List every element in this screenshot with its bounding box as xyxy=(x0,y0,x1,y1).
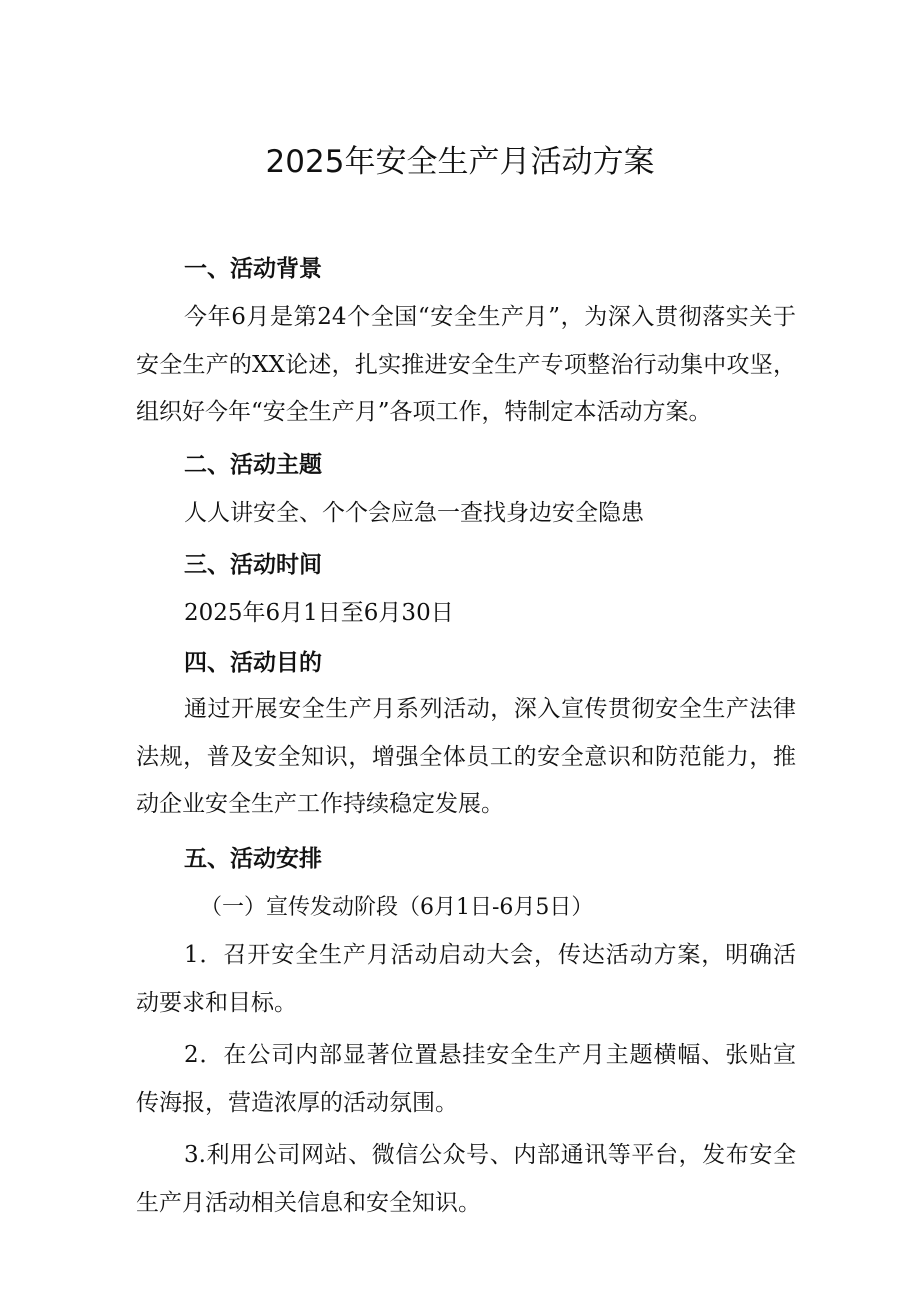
section-body-theme: 人人讲安全、个个会应急一查找身边安全隐患 xyxy=(184,500,644,526)
section-heading-time: 三、活动时间 xyxy=(184,552,322,578)
list-item: 1．召开安全生产月活动启动大会，传达活动方案，明确活动要求和目标。 xyxy=(136,942,796,1016)
section-heading-arrangement: 五、活动安排 xyxy=(184,846,322,872)
section-heading-background: 一、活动背景 xyxy=(184,256,322,282)
section-heading-theme: 二、活动主题 xyxy=(184,452,322,478)
section-heading-purpose: 四、活动目的 xyxy=(184,650,322,676)
list-item: 2．在公司内部显著位置悬挂安全生产月主题横幅、张贴宣传海报，营造浓厚的活动氛围。 xyxy=(136,1042,796,1116)
subsection-heading-publicity: （一）宣传发动阶段（6月1日-6月5日） xyxy=(200,895,594,920)
list-item: 3.利用公司网站、微信公众号、内部通讯等平台，发布安全生产月活动相关信息和安全知识。 xyxy=(136,1142,796,1216)
section-body-time: 2025年6月1日至6月30日 xyxy=(184,600,454,626)
section-body-purpose: 通过开展安全生产月系列活动，深入宣传贯彻安全生产法律法规，普及安全知识，增强全体员工的安全意识和防范能力，推动企业安全生产工作持续稳定发展。 xyxy=(136,696,796,817)
document-title: 2025年安全生产月活动方案 xyxy=(265,144,655,180)
section-body-background: 今年6月是第24个全国“安全生产月”，为深入贯彻落实关于安全生产的XX论述，扎实推进安全生产专项整治行动集中攻坚，组织好今年“安全生产月”各项工作，特制定本活动方案。 xyxy=(136,304,796,425)
